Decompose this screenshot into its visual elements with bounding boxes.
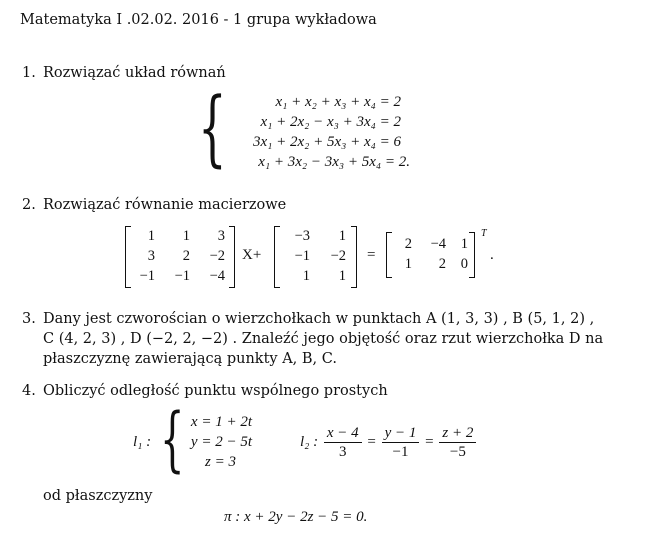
from-plane-text: od płaszczyzny bbox=[43, 488, 153, 504]
exercise-1-number: 1. bbox=[22, 65, 36, 81]
m1-r3c3: −4 bbox=[209, 268, 225, 284]
l2-equals-2: = bbox=[425, 433, 434, 450]
exercise-3-line-3: płaszczyznę zawierającą punkty A, B, C. bbox=[43, 351, 337, 367]
m1-r1c1: 1 bbox=[147, 228, 155, 244]
matrix-2-left-bracket bbox=[274, 226, 280, 288]
m2-r3c1: 1 bbox=[302, 268, 310, 284]
m2-r2c2: −2 bbox=[330, 248, 346, 264]
exercise-2-number: 2. bbox=[22, 197, 36, 213]
m3-r1c1: 2 bbox=[404, 236, 412, 252]
equals-sign: = bbox=[367, 247, 376, 263]
line-l1-label: l₁ : bbox=[133, 434, 152, 450]
m3-r1c2: −4 bbox=[430, 236, 446, 252]
l2-fraction-z-numerator: z + 2 bbox=[439, 424, 476, 443]
matrix-2-right-bracket bbox=[351, 226, 357, 288]
m3-r2c2: 2 bbox=[438, 256, 446, 272]
m3-r1c3: 1 bbox=[460, 236, 468, 252]
line-l1-eq-y: y = 2 − 5t bbox=[190, 434, 252, 450]
matrix-eq-period: . bbox=[490, 247, 494, 263]
exercise-2-text: Rozwiązać równanie macierzowe bbox=[43, 197, 287, 213]
line-l1-eq-z: z = 3 bbox=[205, 454, 236, 470]
system-eq-3: 3x₁ + 2x₂ + 5x₃ + x₄ = 6 bbox=[253, 134, 401, 150]
l2-fraction-y bbox=[382, 424, 420, 461]
system-brace: { bbox=[198, 81, 227, 176]
system-eq-2: x₁ + 2x₂ − x₃ + 3x₄ = 2 bbox=[260, 114, 401, 130]
m1-r2c2: 2 bbox=[182, 248, 190, 264]
system-eq-1: x₁ + x₂ + x₃ + x₄ = 2 bbox=[275, 94, 401, 110]
m1-r3c1: −1 bbox=[139, 268, 155, 284]
matrix-1-left-bracket bbox=[125, 226, 131, 288]
exercise-4-number: 4. bbox=[22, 383, 36, 399]
m3-r2c1: 1 bbox=[404, 256, 412, 272]
plane-equation: π : x + 2y − 2z − 5 = 0. bbox=[224, 509, 368, 525]
exercise-3-line-1: Dany jest czworościan o wierzchołkach w punktach A (1, 3, 3) , B (5, 1, 2) , bbox=[43, 311, 595, 327]
line-l2-label: l₂ : bbox=[300, 433, 319, 450]
m2-r1c2: 1 bbox=[338, 228, 346, 244]
l2-fraction-y-denominator: −1 bbox=[392, 444, 409, 460]
m2-r1c1: −3 bbox=[294, 228, 310, 244]
system-eq-4: x₁ + 3x₂ − 3x₃ + 5x₄ = 2. bbox=[258, 154, 410, 170]
line-l1-eq-x: x = 1 + 2t bbox=[190, 414, 252, 430]
m1-r1c2: 1 bbox=[182, 228, 190, 244]
matrix-1-right-bracket bbox=[229, 226, 235, 288]
l2-fraction-x-denominator: 3 bbox=[339, 444, 347, 460]
l2-fraction-z bbox=[439, 424, 476, 461]
line-l2 bbox=[300, 424, 478, 461]
x-plus: X+ bbox=[242, 247, 262, 263]
exercise-3-line-2: C (4, 2, 3) , D (−2, 2, −2) . Znaleźć jego objętość oraz rzut wierzchołka D na bbox=[43, 331, 604, 347]
matrix-3-right-bracket bbox=[469, 232, 475, 278]
transpose-superscript: T bbox=[481, 228, 487, 239]
l2-fraction-z-denominator: −5 bbox=[449, 444, 466, 460]
exercise-3-number: 3. bbox=[22, 311, 36, 327]
m1-r2c3: −2 bbox=[209, 248, 225, 264]
l2-equals-1: = bbox=[367, 433, 376, 450]
document-title: Matematyka I .02.02. 2016 - 1 grupa wykładowa bbox=[20, 12, 377, 28]
m2-r2c1: −1 bbox=[294, 248, 310, 264]
m3-r2c3: 0 bbox=[460, 256, 468, 272]
m1-r1c3: 3 bbox=[217, 228, 225, 244]
exercise-4-text: Obliczyć odległość punktu wspólnego prostych bbox=[43, 383, 388, 399]
m2-r3c2: 1 bbox=[338, 268, 346, 284]
exercise-1-text: Rozwiązać układ równań bbox=[43, 65, 226, 81]
l2-fraction-x-numerator: x − 4 bbox=[324, 424, 362, 443]
l2-fraction-x bbox=[324, 424, 362, 461]
line-l1-brace: { bbox=[160, 398, 185, 480]
m1-r2c1: 3 bbox=[147, 248, 155, 264]
l2-fraction-y-numerator: y − 1 bbox=[382, 424, 420, 443]
m1-r3c2: −1 bbox=[174, 268, 190, 284]
